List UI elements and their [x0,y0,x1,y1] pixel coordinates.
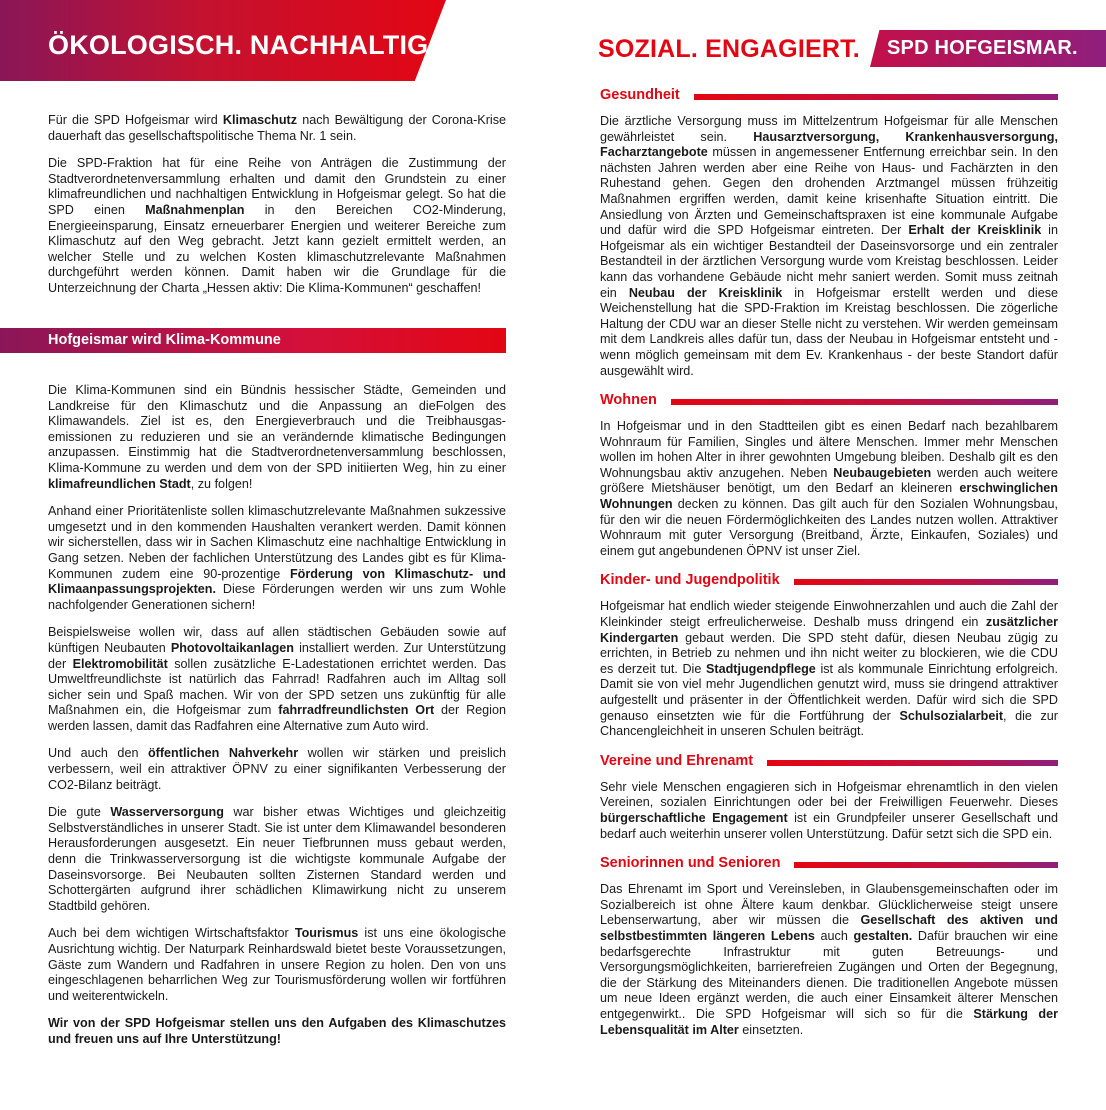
text-run: in Hofgeismar als ein wichtiger Bestandteil der Daseinsvorsorge und ein zentraler Bestandteil in der ärztlichen Versorgung wurde vom Kreistag beschlossen. Leider kann das vorhandene Gebäude nicht mehr saniert werden. Somit muss zeitnah ein [600,223,1058,300]
body-paragraph [48,926,506,1004]
section-paragraph [600,419,1058,559]
section-paragraph [600,599,1058,739]
bold-text-run: Elektromobilität [72,656,168,671]
body-paragraph [48,504,506,613]
bold-text-run: fahrradfreundlichsten Ort [278,703,435,718]
section-title: Kinder- und Jugendpolitik [600,571,788,589]
text-run: Hofgeismar hat endlich wieder steigende Einwohnerzahlen und auch die Zahl der Kleinkinder steigt erfreulicherweise. Deshalb muss dringend ein [600,599,1058,630]
bold-text-run: Stadtjugendpflege [705,661,816,676]
section-rule [767,760,1058,766]
text-run: ist ein Grundpfeiler unserer Gesellschaft und bedarf auch weiterhin unserer vollen Unterstützung. Dafür setzt sich die SPD ein. [600,810,1058,841]
bold-text-run: Maßnahmenplan [145,202,245,217]
left-section-title: Hofgeismar wird Klima-Kommune [48,332,281,348]
body-paragraph [48,1016,506,1047]
text-run: Für die SPD Hofgeismar wird [48,113,223,127]
text-run: auch [814,928,854,943]
section-heading [600,571,1058,593]
text-run: Dafür brauchen wir eine bedarfsgerechte Infrastruktur mit guten Betreuungs- und Versorgungsmöglichkeiten, barrierefreien Zugängen und Orten der Begegnung, die der Stärkung des Miteinanders dienen. Die traditionellen Angebote müssen um neue Ideen ergänzt werden, die auch einer Einsamkeit älterer Menschen entgegenwirkt.. Die SPD Hofgeismar will sich so für die [600,928,1058,1021]
text-run: Auch bei dem wichtigen Wirtschaftsfaktor [48,926,295,941]
text-run: Die Klima-Kommunen sind ein Bündnis hessischer Städte, Gemeinden und Landkreise für den Klimaschutz und die Anpassung an dieFolgen des Klimawandels. Ziel ist es, den Energieverbrauch und die Treibhausgas-emissionen zu reduzieren und sie an verändernde klimatische Bedingungen anzupassen. Einstimmig hat die Stadtverordnetenversammlung beschlossen, Klima-Kommune zu werden und dem von der SPD initiierten Weg, hin zu einer [48,383,506,475]
text-run: Das Ehrenamt im Sport und Vereinsleben, in Glaubensgemeinschaften oder im Sozialbereich ist ohne Ältere kaum denkbar. Glücklicherweise steigt unsere Lebenserwartung, aber wir müssen die [600,882,1058,928]
body-paragraph [48,746,506,793]
bold-text-run: Förderung von Klimaschutz- und Klimaanpassungsprojekten. [48,566,506,597]
section-paragraph [600,882,1058,1038]
text-run: in den Bereichen CO2-Minderung, Energieeinsparung, Einsatz erneuerbarer Energien und weiterer Bereiche zum Klimaschutz auf den Weg gebracht. Jetzt kann gezielt ermittelt werden, an welcher Stelle und zu welchen Kosten klimaschutzrelevante Maßnahmen durchgeführt werden können. Damit haben wir die Grundlage für die Unterzeichnung der Charta „Hessen aktiv: Die Klima-Kommunen“ geschaffen! [48,202,506,295]
text-run: der Region werden lassen, damit das Radfahren eine Alternative zum Auto wird. [48,703,506,733]
text-run: wollen wir stärken und preislich verbessern, weil ein attraktiver ÖPNV zu einer signifikanten Verbesserung der CO2-Bilanz beiträgt. [48,746,507,792]
text-run: in Hofgeismar erstellt werden und diese Weichenstellung hat die SPD-Fraktion im Kreistag beschlossen. Die zögerliche Haltung der CDU war an dieser Stelle nicht zu verstehen. Wir werden gemeinsam mit dem Landkreis alles dafür tun, dass der Neubau in Hofgeismar entsteht und - wenn möglich gemeinsam mit dem Ev. Krankenhaus - der beste Standort dafür ausgewählt wird. [600,285,1058,378]
text-run: nach Bewältigung der Corona-Krise dauerhaft das gesellschaftspolitische Thema Nr. 1 sein. [48,113,506,143]
bold-text-run: Wasserversorgung [110,805,224,820]
text-run: müssen in angemessener Entfernung erreichbar sein. In den nächsten Jahren werden aber eine Reihe von Haus- und Fachärzten in den Ruhestand gehen. Gegen den drohenden Arztmangel müssen frühzeitig Maßnahmen ergriffen werden, damit keine krisenhafte Situation eintritt. Die Ansiedlung von Ärzten und Gemeinschaftspraxen ist eine kommunale Aufgabe und dafür wird die SPD Hofgeismar eintreten. Der [600,145,1058,238]
left-body-column [48,383,506,1060]
text-run: Die SPD-Fraktion hat für eine Reihe von Anträgen die Zustimmung der Stadtverordnetenversammlung erhalten und damit den Grundstein zu einer klimafreundlichen und nachhaltigen Entwicklung in Hofgeismar gelegt. So hat die SPD einen [48,156,506,217]
right-column [600,86,1058,1050]
section-heading [600,86,1058,108]
text-run: Die ärztliche Versorgung muss im Mittelzentrum Hofgeismar für alle Menschen gewährleistet sein. [600,114,1058,144]
body-paragraph [48,805,506,914]
text-run: einsetzten. [738,1022,804,1037]
bold-text-run: Erhalt der Kreisklinik [908,223,1042,238]
text-run: decken zu können. Das gilt auch für den Sozialen Wohnungsbau, für den wir die neuen Fördermöglichkeiten des Landes nutzen wollen. Attraktiver Wohnraum mit guter Versorgung (Breitband, Ärzte, Einkaufen, Soziales) und einem gut angebundenen ÖPNV ist unser Ziel. [600,497,1058,558]
intro-paragraph [48,113,506,144]
text-run: Die gute [48,805,111,820]
left-header-title: ÖKOLOGISCH. NACHHALTIG. [48,30,437,60]
section-title: Wohnen [600,391,665,409]
bold-text-run: Neubaugebieten [833,465,932,480]
intro-paragraph [48,156,506,296]
section-rule [671,399,1058,405]
body-paragraph [48,625,506,734]
bold-text-run: gestalten. [853,928,913,943]
body-paragraph [48,383,506,492]
text-run: werden auch weitere größere Mietshäuser benötigt, um den Bedarf an kleineren [600,465,1058,496]
text-run: , zu folgen! [190,476,253,491]
bold-text-run: Klimaschutz [222,113,298,127]
bold-text-run: Gesellschaft des aktiven und selbstbestimmten längeren Lebens [600,913,1058,943]
bold-text-run: Tourismus [294,926,359,941]
section-title: Gesundheit [600,86,688,104]
left-intro-column [48,113,506,309]
text-run: sollen zusätzliche E-Ladestationen errichtet werden. Das Umweltfreundlichste ist natürlich das Fahrrad! Radfahren auch im Alltag soll sicher sein und Spaß machen. Wir von der SPD setzen uns zukünftig für alle Maßnahmen ein, die Hofgeismar zum [48,656,506,718]
text-run: installiert werden. Zur Unterstützung der [48,640,506,671]
section-heading [600,854,1058,876]
text-run: war bisher etwas Wichtiges und gleichzeitig Selbstverständliches in unserer Stadt. Sie ist unter dem Klimawandel besonderen Herausforderungen ausgesetzt. Ein neuer Tiefbrunnen muss gebaut werden, denn die Trinkwasserversorgung ist die wichtigste kommunale Aufgabe der Daseinsvorsorge. Bei Neubauten sollten Zisternen Standard werden und Schottergärten aufgrund ihrer schädlichen Klimawirkung nicht zu unserem Stadtbild gehören. [48,805,507,913]
text-run: ist als kommunale Einrichtung erfolgreich. Damit sie von viel mehr Jugendlichen genutzt wird, muss sie dringend attraktiver aufgestellt und präsenter in der Öffentlichkeit werden. Dafür wird sich die SPD genauso einsetzten wie für die Fortführung der [600,661,1058,723]
text-run: Und auch den [48,746,148,761]
text-run: gebaut werden. Die SPD steht dafür, diesen Neubau zügig zu errichten, in Betrieb zu nehmen und ihn nicht weiter zu blockieren, wie die CDU es derzeit tut. Die [600,630,1058,676]
bold-text-run: bürgerschaftliche Engagement [600,810,788,825]
section-rule [794,579,1058,585]
section-paragraph [600,780,1058,842]
bold-text-run: Schulsozialarbeit [899,708,1004,723]
bold-text-run: Hausarztversorgung, Krankenhausversorgung, Facharztangebote [600,129,1058,160]
right-header-title: SOZIAL. ENGAGIERT. [598,35,860,63]
section-heading [600,391,1058,413]
section-paragraph [600,114,1058,379]
text-run: Diese Förderungen werden wir uns zum Wohle nachfolgender Generationen sichern! [48,582,506,612]
section-rule [694,94,1058,100]
section-title: Vereine und Ehrenamt [600,752,761,770]
bold-text-run: Neubau der Kreisklinik [628,285,783,300]
text-run: Sehr viele Menschen engagieren sich in Hofgeismar ehrenamtlich in den vielen Vereinen, sozialen Einrichtungen oder bei der Freiwilligen Feuerwehr. Dieses [600,779,1058,810]
text-run: Beispielsweise wollen wir, dass auf allen städtischen Gebäuden sowie auf künftigen Neubauten [48,625,506,655]
text-run: In Hofgeismar und in den Stadtteilen gibt es einen Bedarf nach bezahlbarem Wohnraum für Familien, Singles und ältere Menschen. Immer mehr Menschen wollen im hohen Alter in ihrer gewohnten Umgebung bleiben. Deshalb gilt es den Wohnungsbau aktiv anzugehen. Neben [600,419,1058,480]
section-rule [794,862,1058,868]
bold-text-run: Wir von der SPD Hofgeismar stellen uns den Aufgaben des Klimaschutzes und freuen uns auf Ihre Unterstützung! [48,1016,506,1046]
spd-badge-title: SPD HOFGEISMAR. [887,37,1078,59]
bold-text-run: zusätzlicher Kindergarten [600,615,1058,645]
bold-text-run: Photovoltaikanlagen [170,640,295,655]
text-run: ist uns eine ökologische Ausrichtung wichtig. Der Naturpark Reinhardswald bietet beste Voraussetzungen, Gäste zum Wandern und Radfahren in unsere Region zu holen. Den von uns eingeschlagenen beharrlichen Weg zur Tourismusförderung wollen wir fortführen und weiterentwickeln. [48,926,506,1003]
section-title: Seniorinnen und Senioren [600,854,788,872]
bold-text-run: Stärkung der Lebensqualität im Alter [600,1006,1058,1037]
bold-text-run: öffentlichen Nahverkehr [147,746,299,761]
text-run: , die zur Chancengleichheit in unseren Schulen beiträgt. [600,708,1058,739]
bold-text-run: klimafreundlichen Stadt [48,476,191,491]
section-heading [600,752,1058,774]
bold-text-run: erschwinglichen Wohnungen [600,481,1058,512]
text-run: Anhand einer Prioritätenliste sollen klimaschutzrelevante Maßnahmen sukzessive umgesetzt und in den kommenden Haushalten verankert werden. Damit können wir sicherstellen, dass wir in Sachen Klimaschutz eine nachhaltige Entwicklung in Gang setzen. Neben der fachlichen Unterstützung des Landes gibt es für Klima-Kommunen zudem eine 90-prozentige [48,504,506,581]
